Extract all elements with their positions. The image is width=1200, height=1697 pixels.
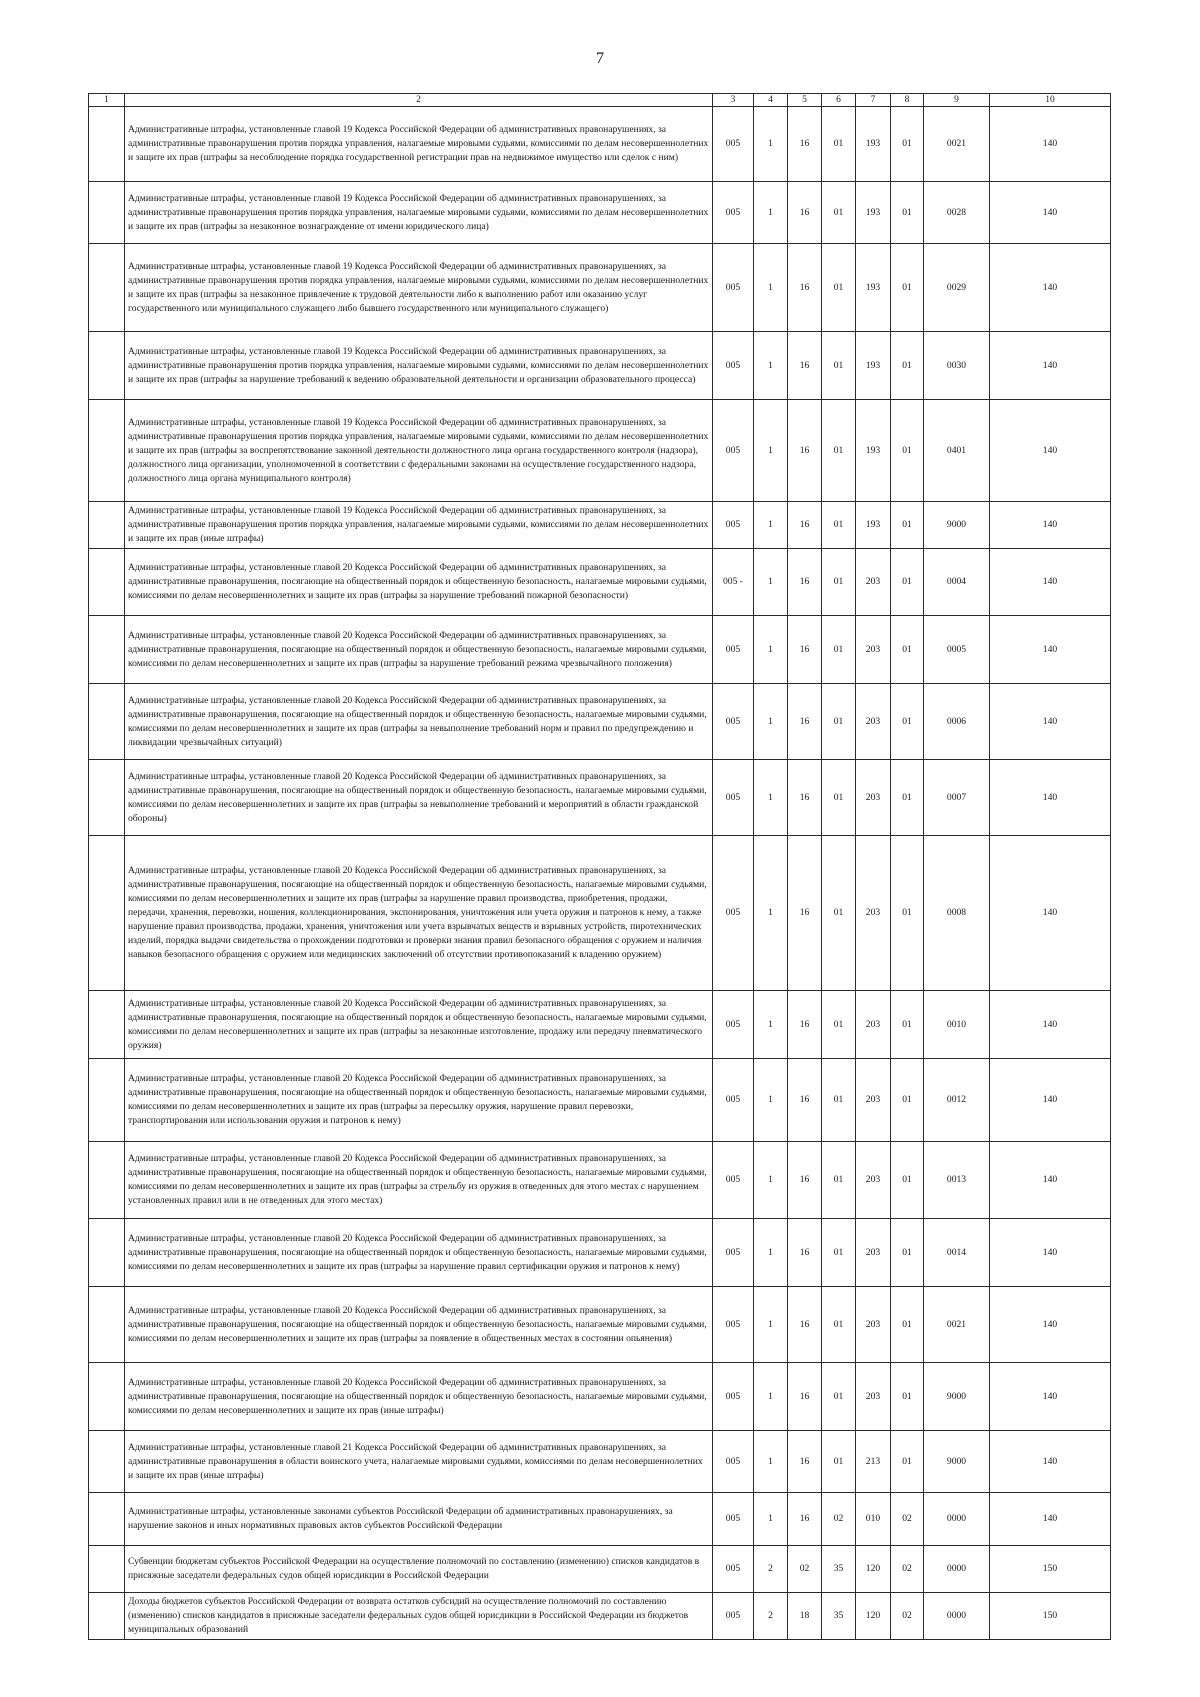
income-subgroup-code: 16 (788, 1431, 822, 1493)
admin-code: 005 (713, 332, 754, 400)
row-number-cell (89, 1593, 125, 1640)
income-element-code: 01 (891, 502, 924, 549)
row-number-cell (89, 502, 125, 549)
row-number-cell (89, 836, 125, 991)
income-group-code: 1 (754, 1142, 788, 1219)
income-subgroup-code: 16 (788, 1287, 822, 1363)
admin-code: 005 (713, 182, 754, 244)
row-number-cell (89, 549, 125, 616)
income-subgroup-code: 16 (788, 1219, 822, 1287)
economic-class-code: 140 (990, 332, 1111, 400)
income-subarticle-code: 203 (856, 549, 891, 616)
row-number-cell (89, 684, 125, 760)
admin-code: 005 (713, 1142, 754, 1219)
income-element-code: 01 (891, 991, 924, 1059)
table-row (89, 760, 1111, 836)
income-element-code: 01 (891, 182, 924, 244)
income-article-code: 01 (822, 991, 856, 1059)
income-description: Административные штрафы, установленные главой 20 Кодекса Российской Федерации об административных правонарушениях, за административные правонарушения, посягающие на общественный порядок и общественную безопасность, налагаемые мировыми судьями, комиссиями по делам несовершеннолетних и защите их прав (штрафы за невыполнение требований и мероприятий в области гражданской обороны) (125, 760, 713, 836)
program-code: 0005 (924, 616, 990, 684)
income-subarticle-code: 203 (856, 1142, 891, 1219)
income-subgroup-code: 02 (788, 1546, 822, 1593)
income-subgroup-code: 16 (788, 684, 822, 760)
row-number-cell (89, 991, 125, 1059)
income-group-code: 1 (754, 1431, 788, 1493)
income-description: Административные штрафы, установленные главой 19 Кодекса Российской Федерации об административных правонарушениях, за административные правонарушения против порядка управления, налагаемые мировыми судьями, комиссиями по делам несовершеннолетних и защите их прав (штрафы за незаконное вознаграждение от имени юридического лица) (125, 182, 713, 244)
row-number-cell (89, 244, 125, 332)
economic-class-code: 140 (990, 1142, 1111, 1219)
column-header: 4 (754, 94, 788, 107)
income-element-code: 01 (891, 1431, 924, 1493)
program-code: 0028 (924, 182, 990, 244)
income-description: Административные штрафы, установленные главой 19 Кодекса Российской Федерации об административных правонарушениях, за административные правонарушения против порядка управления, налагаемые мировыми судьями, комиссиями по делам несовершеннолетних и защите их прав (штрафы за незаконное привлечение к трудовой деятельности либо к выполнению работ или оказанию услуг государственного или муниципального служащего либо бывшего государственного или муниципального служащего) (125, 244, 713, 332)
income-description: Административные штрафы, установленные главой 19 Кодекса Российской Федерации об административных правонарушениях, за административные правонарушения против порядка управления, налагаемые мировыми судьями, комиссиями по делам несовершеннолетних и защите их прав (штрафы за воспрепятствование законной деятельности должностного лица органа государственного контроля (надзора), должностного лица организации, уполномоченной в соответствии с федеральными законами на осуществление государственного надзора, должностного лица органа муниципального контроля) (125, 400, 713, 502)
income-article-code: 01 (822, 400, 856, 502)
income-element-code: 01 (891, 244, 924, 332)
row-number-cell (89, 1059, 125, 1142)
income-element-code: 01 (891, 616, 924, 684)
income-subgroup-code: 16 (788, 760, 822, 836)
row-number-cell (89, 1493, 125, 1546)
row-number-cell (89, 760, 125, 836)
income-group-code: 1 (754, 684, 788, 760)
economic-class-code: 140 (990, 1363, 1111, 1431)
table-row (89, 400, 1111, 502)
economic-class-code: 140 (990, 991, 1111, 1059)
income-element-code: 01 (891, 760, 924, 836)
table-row (89, 502, 1111, 549)
income-subgroup-code: 16 (788, 502, 822, 549)
admin-code: 005 (713, 760, 754, 836)
income-subarticle-code: 203 (856, 684, 891, 760)
income-description: Административные штрафы, установленные главой 20 Кодекса Российской Федерации об административных правонарушениях, за административные правонарушения, посягающие на общественный порядок и общественную безопасность, налагаемые мировыми судьями, комиссиями по делам несовершеннолетних и защите их прав (штрафы за незаконные изготовление, продажу или передачу пневматического оружия) (125, 991, 713, 1059)
program-code: 0030 (924, 332, 990, 400)
table-row (89, 1363, 1111, 1431)
income-subgroup-code: 16 (788, 244, 822, 332)
income-subarticle-code: 010 (856, 1493, 891, 1546)
income-group-code: 1 (754, 1219, 788, 1287)
income-subarticle-code: 203 (856, 1287, 891, 1363)
income-group-code: 1 (754, 1363, 788, 1431)
row-number-cell (89, 1287, 125, 1363)
column-header: 7 (856, 94, 891, 107)
income-subarticle-code: 193 (856, 182, 891, 244)
income-description: Административные штрафы, установленные главой 20 Кодекса Российской Федерации об административных правонарушениях, за административные правонарушения, посягающие на общественный порядок и общественную безопасность, налагаемые мировыми судьями, комиссиями по делам несовершеннолетних и защите их прав (штрафы за нарушение требований пожарной безопасности) (125, 549, 713, 616)
income-description: Административные штрафы, установленные главой 20 Кодекса Российской Федерации об административных правонарушениях, за административные правонарушения, посягающие на общественный порядок и общественную безопасность, налагаемые мировыми судьями, комиссиями по делам несовершеннолетних и защите их прав (штрафы за стрельбу из оружия в отведенных для этого местах с нарушением установленных правил или в не отведенных для этого местах) (125, 1142, 713, 1219)
admin-code: 005 (713, 1287, 754, 1363)
column-header: 8 (891, 94, 924, 107)
income-group-code: 1 (754, 332, 788, 400)
income-description: Административные штрафы, установленные главой 19 Кодекса Российской Федерации об административных правонарушениях, за административные правонарушения против порядка управления, налагаемые мировыми судьями, комиссиями по делам несовершеннолетних и защите их прав (штрафы за несоблюдение порядка государственной регистрации прав на недвижимое имущество или сделок с ним) (125, 107, 713, 182)
income-article-code: 01 (822, 1219, 856, 1287)
program-code: 0004 (924, 549, 990, 616)
program-code: 0021 (924, 107, 990, 182)
program-code: 0401 (924, 400, 990, 502)
economic-class-code: 140 (990, 1493, 1111, 1546)
row-number-cell (89, 182, 125, 244)
admin-code: 005 (713, 836, 754, 991)
income-element-code: 01 (891, 1363, 924, 1431)
row-number-cell (89, 1219, 125, 1287)
admin-code: 005 (713, 107, 754, 182)
economic-class-code: 140 (990, 836, 1111, 991)
economic-class-code: 150 (990, 1546, 1111, 1593)
income-subgroup-code: 16 (788, 836, 822, 991)
program-code: 0000 (924, 1546, 990, 1593)
row-number-cell (89, 616, 125, 684)
income-element-code: 01 (891, 1219, 924, 1287)
income-subgroup-code: 16 (788, 991, 822, 1059)
economic-class-code: 140 (990, 760, 1111, 836)
admin-code: 005 (713, 1363, 754, 1431)
income-description: Административные штрафы, установленные главой 20 Кодекса Российской Федерации об административных правонарушениях, за административные правонарушения, посягающие на общественный порядок и общественную безопасность, налагаемые мировыми судьями, комиссиями по делам несовершеннолетних и защите их прав (иные штрафы) (125, 1363, 713, 1431)
economic-class-code: 140 (990, 1287, 1111, 1363)
program-code: 9000 (924, 1363, 990, 1431)
income-subarticle-code: 120 (856, 1593, 891, 1640)
table-row (89, 107, 1111, 182)
income-article-code: 01 (822, 502, 856, 549)
income-subarticle-code: 213 (856, 1431, 891, 1493)
income-article-code: 35 (822, 1546, 856, 1593)
program-code: 0008 (924, 836, 990, 991)
income-group-code: 1 (754, 182, 788, 244)
income-article-code: 01 (822, 616, 856, 684)
income-article-code: 01 (822, 1363, 856, 1431)
income-group-code: 1 (754, 244, 788, 332)
table-row (89, 1059, 1111, 1142)
program-code: 0006 (924, 684, 990, 760)
income-subarticle-code: 203 (856, 1219, 891, 1287)
row-number-cell (89, 1142, 125, 1219)
economic-class-code: 140 (990, 1219, 1111, 1287)
table-row (89, 991, 1111, 1059)
economic-class-code: 140 (990, 244, 1111, 332)
table-row (89, 549, 1111, 616)
admin-code: 005 (713, 244, 754, 332)
income-subarticle-code: 120 (856, 1546, 891, 1593)
program-code: 0010 (924, 991, 990, 1059)
income-article-code: 01 (822, 1059, 856, 1142)
table-row (89, 1593, 1111, 1640)
income-article-code: 01 (822, 182, 856, 244)
income-subgroup-code: 18 (788, 1593, 822, 1640)
income-description: Административные штрафы, установленные законами субъектов Российской Федерации об административных правонарушениях, за нарушение законов и иных нормативных правовых актов субъектов Российской Федерации (125, 1493, 713, 1546)
income-article-code: 02 (822, 1493, 856, 1546)
income-element-code: 01 (891, 1059, 924, 1142)
income-subarticle-code: 193 (856, 244, 891, 332)
income-group-code: 1 (754, 400, 788, 502)
row-number-cell (89, 107, 125, 182)
admin-code: 005 (713, 1593, 754, 1640)
column-header: 6 (822, 94, 856, 107)
income-subgroup-code: 16 (788, 107, 822, 182)
table-row (89, 332, 1111, 400)
income-subgroup-code: 16 (788, 549, 822, 616)
income-element-code: 01 (891, 400, 924, 502)
income-group-code: 2 (754, 1593, 788, 1640)
income-element-code: 01 (891, 1287, 924, 1363)
income-subarticle-code: 203 (856, 836, 891, 991)
program-code: 9000 (924, 502, 990, 549)
income-element-code: 01 (891, 836, 924, 991)
program-code: 0029 (924, 244, 990, 332)
admin-code: 005 (713, 684, 754, 760)
table-row (89, 1142, 1111, 1219)
program-code: 0000 (924, 1593, 990, 1640)
table-row (89, 244, 1111, 332)
income-subarticle-code: 193 (856, 400, 891, 502)
income-element-code: 01 (891, 1142, 924, 1219)
income-description: Административные штрафы, установленные главой 20 Кодекса Российской Федерации об административных правонарушениях, за административные правонарушения, посягающие на общественный порядок и общественную безопасность, налагаемые мировыми судьями, комиссиями по делам несовершеннолетних и защите их прав (штрафы за нарушение требований режима чрезвычайного положения) (125, 616, 713, 684)
income-subgroup-code: 16 (788, 400, 822, 502)
income-group-code: 1 (754, 616, 788, 684)
income-subgroup-code: 16 (788, 332, 822, 400)
economic-class-code: 140 (990, 1431, 1111, 1493)
income-subarticle-code: 193 (856, 502, 891, 549)
admin-code: 005 (713, 1431, 754, 1493)
income-subarticle-code: 193 (856, 332, 891, 400)
program-code: 9000 (924, 1431, 990, 1493)
column-header: 3 (713, 94, 754, 107)
economic-class-code: 140 (990, 502, 1111, 549)
income-group-code: 1 (754, 1493, 788, 1546)
income-subarticle-code: 203 (856, 760, 891, 836)
row-number-cell (89, 1363, 125, 1431)
column-header: 2 (125, 94, 713, 107)
row-number-cell (89, 1546, 125, 1593)
admin-code: 005 (713, 502, 754, 549)
income-element-code: 01 (891, 549, 924, 616)
income-subarticle-code: 203 (856, 1059, 891, 1142)
admin-code: 005 (713, 991, 754, 1059)
page-number: 7 (596, 50, 604, 67)
row-number-cell (89, 400, 125, 502)
income-article-code: 01 (822, 107, 856, 182)
admin-code: 005 - (713, 549, 754, 616)
column-header: 1 (89, 94, 125, 107)
revenue-classification-table (88, 93, 1111, 1640)
income-description: Субвенции бюджетам субъектов Российской Федерации на осуществление полномочий по составлению (изменению) списков кандидатов в присяжные заседатели федеральных судов общей юрисдикции в Российской Федерации (125, 1546, 713, 1593)
income-description: Административные штрафы, установленные главой 20 Кодекса Российской Федерации об административных правонарушениях, за административные правонарушения, посягающие на общественный порядок и общественную безопасность, налагаемые мировыми судьями, комиссиями по делам несовершеннолетних и защите их прав (штрафы за пересылку оружия, нарушение правил перевозки, транспортирования или использования оружия и патронов к нему) (125, 1059, 713, 1142)
economic-class-code: 140 (990, 684, 1111, 760)
table-row (89, 182, 1111, 244)
program-code: 0014 (924, 1219, 990, 1287)
program-code: 0012 (924, 1059, 990, 1142)
income-element-code: 02 (891, 1593, 924, 1640)
income-subgroup-code: 16 (788, 182, 822, 244)
income-article-code: 35 (822, 1593, 856, 1640)
income-subarticle-code: 203 (856, 1363, 891, 1431)
economic-class-code: 140 (990, 1059, 1111, 1142)
table-row (89, 836, 1111, 991)
income-group-code: 1 (754, 760, 788, 836)
table-row (89, 1219, 1111, 1287)
admin-code: 005 (713, 616, 754, 684)
income-subgroup-code: 16 (788, 1493, 822, 1546)
program-code: 0013 (924, 1142, 990, 1219)
income-description: Административные штрафы, установленные главой 21 Кодекса Российской Федерации об административных правонарушениях, за административные правонарушения в области воинского учета, налагаемые мировыми судьями, комиссиями по делам несовершеннолетних и защите их прав (иные штрафы) (125, 1431, 713, 1493)
income-group-code: 1 (754, 1059, 788, 1142)
admin-code: 005 (713, 1059, 754, 1142)
income-subgroup-code: 16 (788, 1363, 822, 1431)
table-row (89, 616, 1111, 684)
income-group-code: 1 (754, 502, 788, 549)
income-description: Административные штрафы, установленные главой 19 Кодекса Российской Федерации об административных правонарушениях, за административные правонарушения против порядка управления, налагаемые мировыми судьями, комиссиями по делам несовершеннолетних и защите их прав (иные штрафы) (125, 502, 713, 549)
admin-code: 005 (713, 1219, 754, 1287)
income-article-code: 01 (822, 1431, 856, 1493)
column-header: 10 (990, 94, 1111, 107)
income-element-code: 02 (891, 1493, 924, 1546)
row-number-cell (89, 1431, 125, 1493)
income-group-code: 1 (754, 991, 788, 1059)
income-article-code: 01 (822, 244, 856, 332)
economic-class-code: 140 (990, 107, 1111, 182)
column-header: 9 (924, 94, 990, 107)
income-article-code: 01 (822, 684, 856, 760)
income-group-code: 1 (754, 107, 788, 182)
income-subgroup-code: 16 (788, 616, 822, 684)
income-article-code: 01 (822, 332, 856, 400)
program-code: 0021 (924, 1287, 990, 1363)
income-description: Административные штрафы, установленные главой 20 Кодекса Российской Федерации об административных правонарушениях, за административные правонарушения, посягающие на общественный порядок и общественную безопасность, налагаемые мировыми судьями, комиссиями по делам несовершеннолетних и защите их прав (штрафы за невыполнение требований норм и правил по предупреждению и ликвидации чрезвычайных ситуаций) (125, 684, 713, 760)
income-group-code: 2 (754, 1546, 788, 1593)
table-row (89, 1287, 1111, 1363)
income-article-code: 01 (822, 1287, 856, 1363)
income-description: Административные штрафы, установленные главой 19 Кодекса Российской Федерации об административных правонарушениях, за административные правонарушения против порядка управления, налагаемые мировыми судьями, комиссиями по делам несовершеннолетних и защите их прав (штрафы за нарушение требований к ведению образовательной деятельности и организации образовательного процесса) (125, 332, 713, 400)
admin-code: 005 (713, 1546, 754, 1593)
economic-class-code: 140 (990, 182, 1111, 244)
admin-code: 005 (713, 400, 754, 502)
income-description: Доходы бюджетов субъектов Российской Федерации от возврата остатков субсидий на осуществление полномочий по составлению (изменению) списков кандидатов в присяжные заседатели федеральных судов общей юрисдикции в Российской Федерации из бюджетов муниципальных образований (125, 1593, 713, 1640)
income-element-code: 01 (891, 332, 924, 400)
income-subgroup-code: 16 (788, 1142, 822, 1219)
income-article-code: 01 (822, 1142, 856, 1219)
income-description: Административные штрафы, установленные главой 20 Кодекса Российской Федерации об административных правонарушениях, за административные правонарушения, посягающие на общественный порядок и общественную безопасность, налагаемые мировыми судьями, комиссиями по делам несовершеннолетних и защите их прав (штрафы за нарушение правил сертификации оружия и патронов к нему) (125, 1219, 713, 1287)
income-article-code: 01 (822, 836, 856, 991)
income-description: Административные штрафы, установленные главой 20 Кодекса Российской Федерации об административных правонарушениях, за административные правонарушения, посягающие на общественный порядок и общественную безопасность, налагаемые мировыми судьями, комиссиями по делам несовершеннолетних и защите их прав (штрафы за нарушение правил производства, приобретения, продажи, передачи, хранения, перевозки, ношения, коллекционирования, экспонирования, уничтожения или учета оружия и патронов к нему, а также нарушение правил производства, продажи, хранения, уничтожения или учета взрывчатых веществ и взрывных устройств, пиротехнических изделий, порядка выдачи свидетельства о прохождении подготовки и проверки знания правил безопасного обращения с оружием и наличия навыков безопасного обращения с оружием или медицинских заключений об отсутствии противопоказаний к владению оружием) (125, 836, 713, 991)
program-code: 0007 (924, 760, 990, 836)
economic-class-code: 140 (990, 400, 1111, 502)
income-group-code: 1 (754, 836, 788, 991)
row-number-cell (89, 332, 125, 400)
income-element-code: 01 (891, 107, 924, 182)
income-subarticle-code: 203 (856, 991, 891, 1059)
income-subgroup-code: 16 (788, 1059, 822, 1142)
table-row (89, 1493, 1111, 1546)
income-subarticle-code: 203 (856, 616, 891, 684)
income-subarticle-code: 193 (856, 107, 891, 182)
table-row (89, 1546, 1111, 1593)
income-element-code: 02 (891, 1546, 924, 1593)
table-row (89, 1431, 1111, 1493)
table-row (89, 684, 1111, 760)
income-group-code: 1 (754, 549, 788, 616)
income-article-code: 01 (822, 549, 856, 616)
income-article-code: 01 (822, 760, 856, 836)
income-group-code: 1 (754, 1287, 788, 1363)
column-header: 5 (788, 94, 822, 107)
economic-class-code: 150 (990, 1593, 1111, 1640)
income-element-code: 01 (891, 684, 924, 760)
economic-class-code: 140 (990, 616, 1111, 684)
program-code: 0000 (924, 1493, 990, 1546)
header-row (89, 94, 1111, 107)
income-description: Административные штрафы, установленные главой 20 Кодекса Российской Федерации об административных правонарушениях, за административные правонарушения, посягающие на общественный порядок и общественную безопасность, налагаемые мировыми судьями, комиссиями по делам несовершеннолетних и защите их прав (штрафы за появление в общественных местах в состоянии опьянения) (125, 1287, 713, 1363)
economic-class-code: 140 (990, 549, 1111, 616)
admin-code: 005 (713, 1493, 754, 1546)
